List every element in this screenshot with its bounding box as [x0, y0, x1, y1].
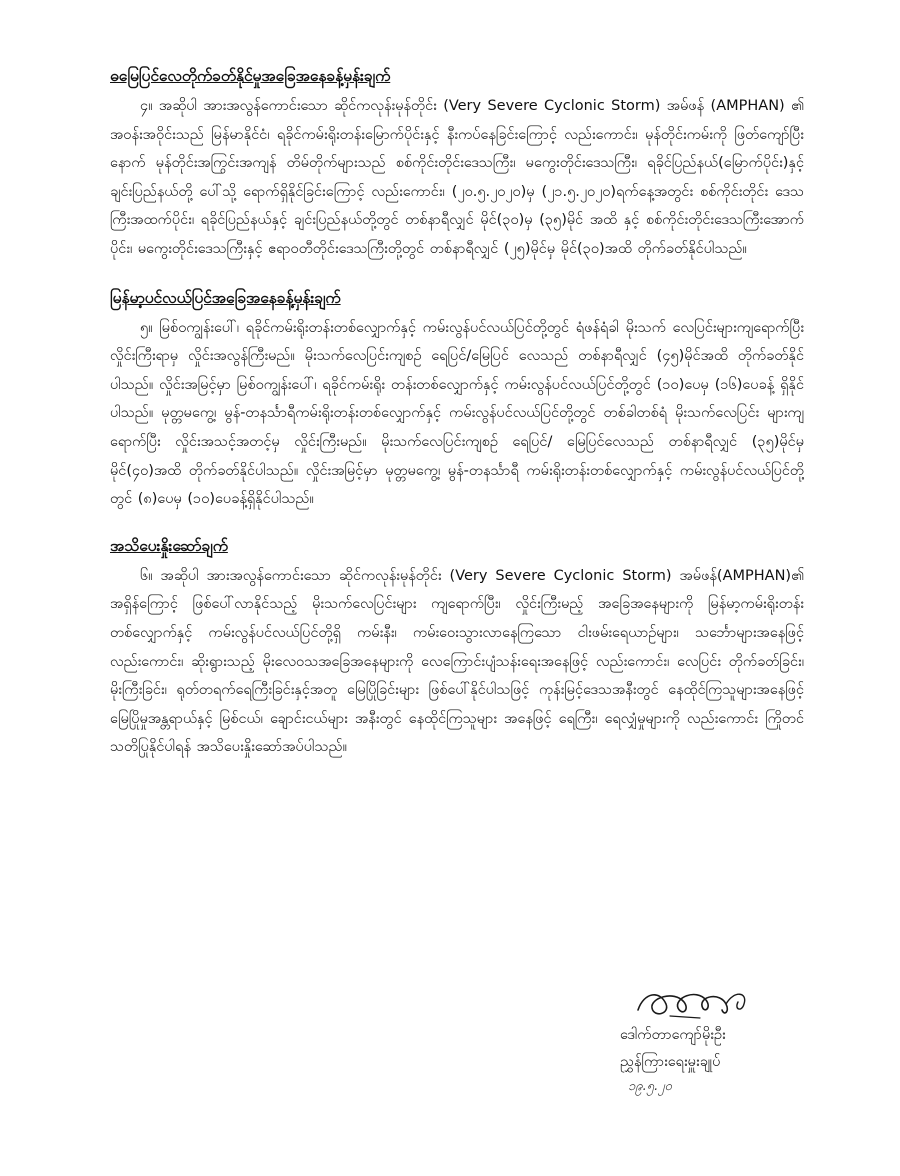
- section-heading: အသိပေးနှိုးဆော်ချက်: [110, 536, 228, 555]
- section-paragraph: ၆။ အဆိုပါ အားအလွန်ကောင်းသော ဆိုင်ကလုန်းမုန်တိုင်း (Very Severe Cyclonic Storm) အမ်ဖန်(AMPHAN)၏ အရှိန်ကြောင့် ဖြစ်ပေါ်လာနိုင်သည့် မိုးသက်လေပြင်းများ ကျရောက်ပြီး၊ လှိုင်းကြီးမည့် အခြေအနေများကို မြန်မာ့ကမ်းရိုးတန်းတစ်လျှောက်နှင့် ကမ်းလွန်ပင်လယ်ပြင်တို့ရှိ ကမ်းနီး၊ ကမ်းဝေးသွားလာနေကြသော ငါးဖမ်းရေယာဉ်များ၊ သင်္ဘောများအနေဖြင့် လည်းကောင်း၊ ဆိုးရွားသည့် မိုးလေဝသအခြေအနေများကို လေကြောင်းပျံသန်းရေးအနေဖြင့် လည်းကောင်း၊ လေပြင်း တိုက်ခတ်ခြင်း၊ မိုးကြီးခြင်း၊ ရုတ်တရက်ရေကြီးခြင်းနှင့်အတူ မြေပြိုခြင်းများ ဖြစ်ပေါ်နိုင်ပါသဖြင့် ကုန်းမြင့်ဒေသအနီးတွင် နေထိုင်ကြသူများအနေဖြင့် မြေပြိုမှုအန္တရာယ်နှင့် မြစ်ငယ်၊ ချောင်းငယ်များ အနီးတွင် နေထိုင်ကြသူများ အနေဖြင့် ရေကြီး၊ ရေလျှံမှုများကို လည်းကောင်း ကြိုတင်သတိပြုနိုင်ပါရန် အသိပေးနှိုးဆော်အပ်ပါသည်။: [110, 567, 804, 756]
- signatory-name: ဒေါက်တာကျော်မိုးဦး: [620, 1027, 726, 1043]
- handwritten-signature: [630, 982, 780, 1022]
- section-warning-advisory: [110, 534, 804, 762]
- signature-block: [620, 982, 820, 1098]
- section-paragraph: ၄။ အဆိုပါ အားအလွန်ကောင်းသော ဆိုင်ကလုန်းမုန်တိုင်း (Very Severe Cyclonic Storm) အမ်ဖန် (AMPHAN) ၏ အဝန်းအဝိုင်းသည် မြန်မာနိုင်ငံ၊ ရခိုင်ကမ်းရိုးတန်းမြောက်ပိုင်းနှင့် နီးကပ်နေခြင်းကြောင့် လည်းကောင်း၊ မုန်တိုင်းကမ်းကို ဖြတ်ကျော်ပြီးနောက် မုန်တိုင်းအကြွင်းအကျန် တိမ်တိုက်များသည် စစ်ကိုင်းတိုင်းဒေသကြီး၊ မကွေးတိုင်းဒေသကြီး၊ ရခိုင်ပြည်နယ်(မြောက်ပိုင်း)နှင့် ချင်းပြည်နယ်တို့ ပေါ်သို့ ရောက်ရှိနိုင်ခြင်းကြောင့် လည်းကောင်း၊ (၂၀.၅.၂၀၂၀)မှ (၂၁.၅.၂၀၂၀)ရက်နေ့အတွင်း စစ်ကိုင်းတိုင်း ဒေသကြီးအထက်ပိုင်း၊ ရခိုင်ပြည်နယ်နှင့် ချင်းပြည်နယ်တို့တွင် တစ်နာရီလျှင် မိုင်(၃၀)မှ (၃၅)မိုင် အထိ နှင့် စစ်ကိုင်းတိုင်းဒေသကြီးအောက်ပိုင်း၊ မကွေးတိုင်းဒေသကြီးနှင့် ဧရာဝတီတိုင်းဒေသကြီးတို့တွင် တစ်နာရီလျှင် (၂၅)မိုင်မှ မိုင်(၃၀)အထိ တိုက်ခတ်နိုင်ပါသည်။: [110, 98, 804, 257]
- section-heading: ဓမြေပြင်လေတိုက်ခတ်နိုင်မှုအခြေအနေခန့်မှန်းချက်: [110, 67, 391, 85]
- section-heading: မြန်မာ့ပင်လယ်ပြင်အခြေအနေခန့်မှန်းချက်: [110, 288, 341, 307]
- signature-date: ၁၉.၅.၂၀: [628, 1079, 672, 1094]
- section-ground-wind-forecast: [110, 64, 804, 264]
- signatory-title: ညွှန်ကြားရေးမှူးချုပ်: [620, 1054, 721, 1070]
- section-paragraph: ၅။ မြစ်ဝကျွန်းပေါ်၊ ရခိုင်ကမ်းရိုးတန်းတစ်လျှောက်နှင့် ကမ်းလွန်ပင်လယ်ပြင်တို့တွင် ရံဖန်ရံခါ မိုးသက် လေပြင်းများကျရောက်ပြီး လှိုင်းကြီးရာမှ လှိုင်းအလွန်ကြီးမည်။ မိုးသက်လေပြင်းကျစဉ် ရေပြင်/မြေပြင် လေသည် တစ်နာရီလျှင် (၄၅)မိုင်အထိ တိုက်ခတ်နိုင်ပါသည်။ လှိုင်းအမြင့်မှာ မြစ်ဝကျွန်းပေါ်၊ ရခိုင်ကမ်းရိုး တန်းတစ်လျှောက်နှင့် ကမ်းလွန်ပင်လယ်ပြင်တို့တွင် (၁၀)ပေမှ (၁၆)ပေခန့် ရှိနိုင်ပါသည်။ မုတ္တမကွေ့၊ မွန်-တနင်္သာရီကမ်းရိုးတန်းတစ်လျှောက်နှင့် ကမ်းလွန်ပင်လယ်ပြင်တို့တွင် တစ်ခါတစ်ရံ မိုးသက်လေပြင်း များကျရောက်ပြီး လှိုင်းအသင့်အတင့်မှ လှိုင်းကြီးမည်။ မိုးသက်လေပြင်းကျစဉ် ရေပြင်/ မြေပြင်လေသည် တစ်နာရီလျှင် (၃၅)မိုင်မှ မိုင်(၄၀)အထိ တိုက်ခတ်နိုင်ပါသည်။ လှိုင်းအမြင့်မှာ မုတ္တမကွေ့၊ မွန်-တနင်္သာရီ ကမ်းရိုးတန်းတစ်လျှောက်နှင့် ကမ်းလွန်ပင်လယ်ပြင်တို့တွင် (၈)ပေမှ (၁၀)ပေခန့်ရှိနိုင်ပါသည်။: [110, 319, 804, 508]
- section-sea-condition-forecast: [110, 286, 804, 514]
